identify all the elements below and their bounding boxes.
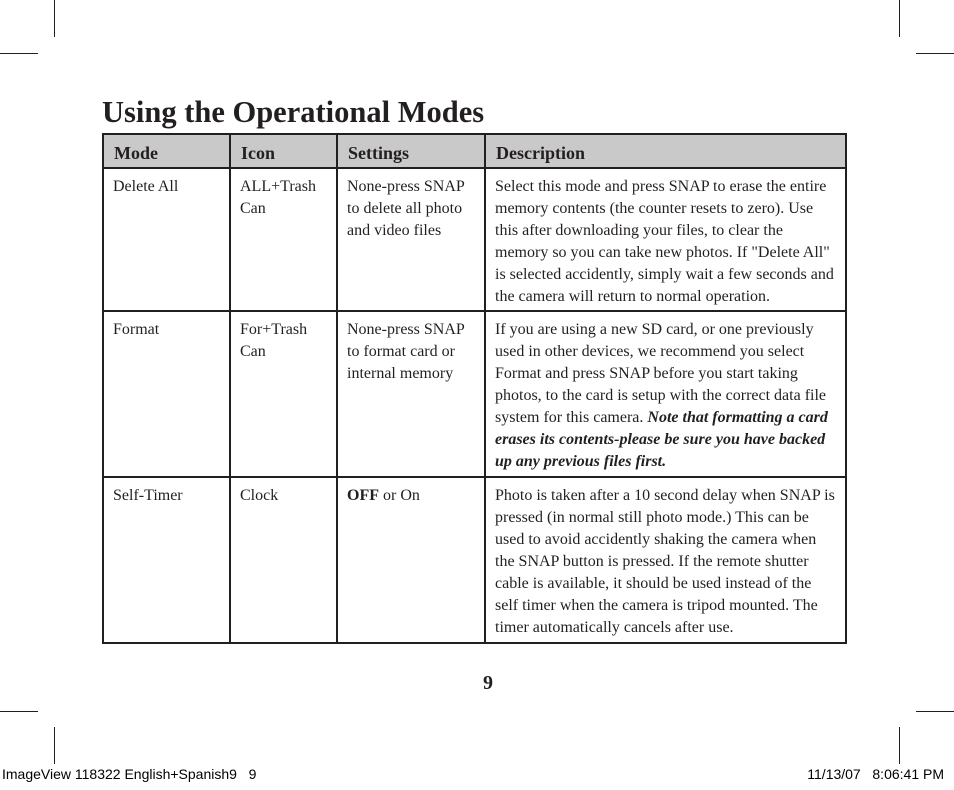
- settings-cell: None-press SNAP to delete all photo and video files: [337, 168, 485, 311]
- operational-modes-table: [102, 133, 847, 644]
- crop-mark: [916, 711, 954, 712]
- crop-mark: [0, 53, 38, 54]
- page-title: Using the Operational Modes: [102, 95, 485, 129]
- crop-mark: [54, 727, 55, 764]
- description-cell: Select this mode and press SNAP to erase the entire memory contents (the counter resets to zero). Use this after downloading your files, to clear the memory so you can take new photos. If "Delete All" is selected accidently, simply wait a few seconds and the camera will return to normal operation.: [485, 168, 846, 311]
- page-number: 9: [483, 672, 493, 694]
- settings-cell: [337, 477, 485, 643]
- table-header-row: [103, 134, 846, 168]
- crop-mark: [899, 0, 900, 37]
- print-slug-timestamp: 11/13/07 8:06:41 PM: [807, 766, 944, 782]
- mode-cell: Self-Timer: [103, 477, 230, 643]
- column-header-settings: Settings: [337, 134, 485, 168]
- formatting-warning-note: Note that formatting a card erases its contents-please be sure you have backed up any previous files first.: [495, 409, 828, 470]
- settings-default-value: OFF: [347, 487, 379, 504]
- table-row: [103, 477, 846, 643]
- column-header-description: Description: [485, 134, 846, 168]
- icon-cell: Clock: [230, 477, 337, 643]
- mode-cell: Delete All: [103, 168, 230, 311]
- description-cell: Photo is taken after a 10 second delay when SNAP is pressed (in normal still photo mode.) This can be used to avoid accidently shaking the camera when the SNAP button is pressed. If the remote shutter cable is available, it should be used instead of the self timer when the camera is tripod mounted. The timer automatically cancels after use.: [485, 477, 846, 643]
- column-header-icon: Icon: [230, 134, 337, 168]
- icon-cell: ALL+Trash Can: [230, 168, 337, 311]
- crop-mark: [54, 0, 55, 37]
- description-text: If you are using a new SD card, or one previously used in other devices, we recommend you select Format and press SNAP before you start taking photos, to the card is setup with the correct data file system for this camera.: [495, 321, 827, 426]
- column-header-mode: Mode: [103, 134, 230, 168]
- crop-mark: [0, 711, 38, 712]
- table-row: [103, 311, 846, 477]
- crop-mark: [899, 727, 900, 764]
- mode-cell: Format: [103, 311, 230, 477]
- description-cell: [485, 311, 846, 477]
- icon-cell: For+Trash Can: [230, 311, 337, 477]
- table-row: [103, 168, 846, 311]
- settings-alternate-value: or On: [383, 487, 420, 504]
- settings-cell: None-press SNAP to format card or internal memory: [337, 311, 485, 477]
- crop-mark: [916, 53, 954, 54]
- print-slug-filename: ImageView 118322 English+Spanish9 9: [2, 766, 257, 782]
